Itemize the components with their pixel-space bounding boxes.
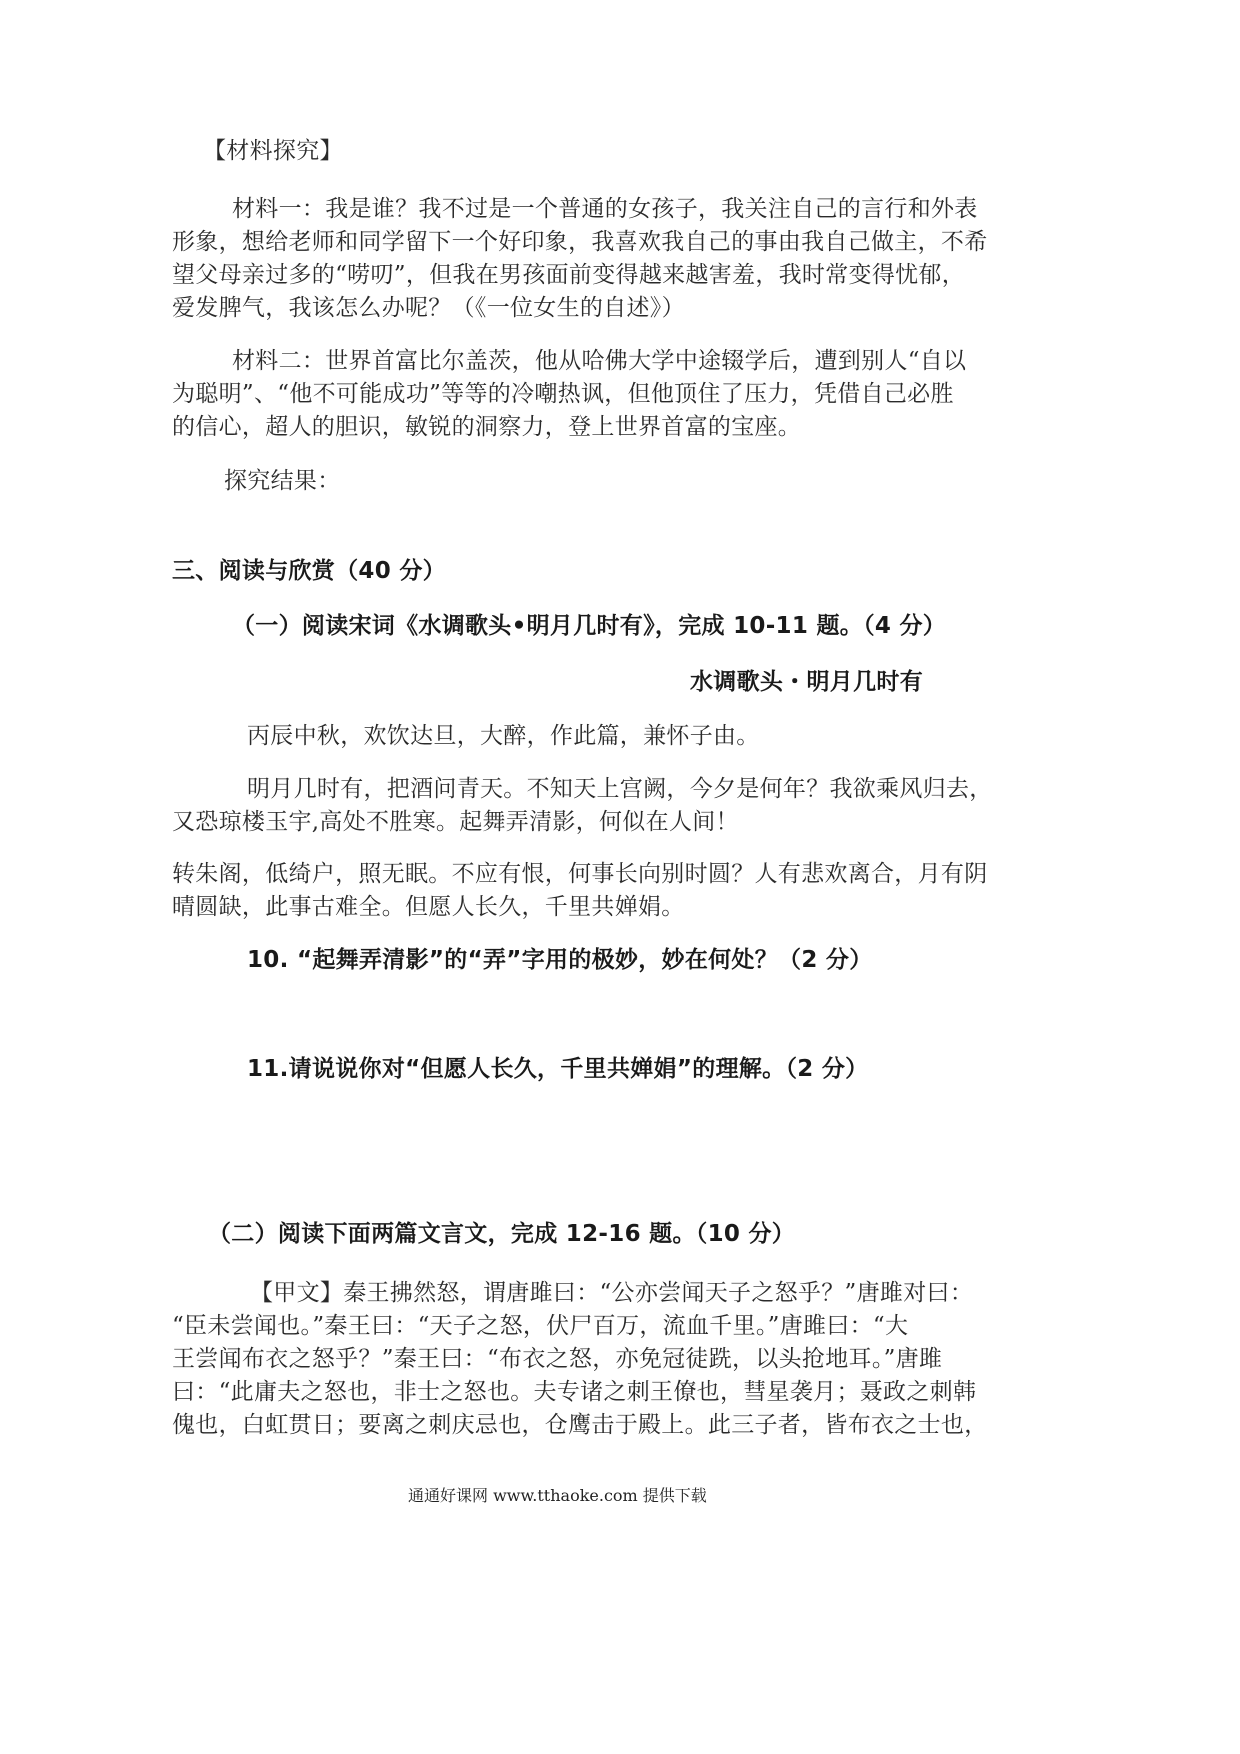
classical-text-line-2: “臣未尝闻也。”秦王曰：“天子之怒，伏尸百万，流血千里。”唐雎曰：“大	[172, 1313, 909, 1339]
part-one-heading: （一）阅读宋词《水调歌头•明月几时有》，完成 10-11 题。（4 分）	[232, 613, 947, 639]
material-heading: 【材料探究】	[203, 138, 343, 164]
section-three-heading: 三、阅读与欣赏（40 分）	[172, 558, 446, 584]
poem-preface: 丙辰中秋，欢饮达旦，大醉，作此篇，兼怀子由。	[247, 723, 760, 749]
poem-stanza-1-line-1: 明月几时有，把酒问青天。不知天上宫阙，今夕是何年？我欲乘风归去，	[247, 776, 993, 802]
question-10: 10. “起舞弄清影”的“弄”字用的极妙，妙在何处？（2 分）	[247, 947, 873, 973]
classical-text-line-4: 曰：“此庸夫之怒也，非士之怒也。夫专诸之刺王僚也，彗星袭月；聂政之刺韩	[172, 1379, 977, 1405]
material-one-line-3: 望父母亲过多的“唠叨”，但我在男孩面前变得越来越害羞，我时常变得忧郁，	[172, 262, 966, 288]
poem-title: 水调歌头・明月几时有	[690, 669, 923, 695]
part-two-heading: （二）阅读下面两篇文言文，完成 12-16 题。（10 分）	[208, 1221, 796, 1247]
material-one-line-4: 爱发脾气，我该怎么办呢？（《一位女生的自述》）	[172, 295, 685, 321]
classical-text-line-3: 王尝闻布衣之怒乎？”秦王曰：“布衣之怒，亦免冠徒跣，以头抢地耳。”唐雎	[172, 1346, 943, 1372]
result-label: 探究结果：	[224, 468, 341, 494]
material-two-line-1: 材料二：世界首富比尔盖茨，他从哈佛大学中途辍学后，遭到别人“自以	[232, 348, 967, 374]
classical-text-line-5: 傀也，白虹贯日；要离之刺庆忌也，仓鹰击于殿上。此三子者，皆布衣之士也，	[172, 1412, 988, 1438]
question-11: 11.请说说你对“但愿人长久，千里共婵娟”的理解。（2 分）	[247, 1056, 869, 1082]
material-one-line-1: 材料一：我是谁？我不过是一个普通的女孩子，我关注自己的言行和外表	[232, 196, 978, 222]
material-two-line-2: 为聪明”、“他不可能成功”等等的冷嘲热讽，但他顶住了压力，凭借自己必胜	[172, 381, 954, 407]
material-one-line-2: 形象，想给老师和同学留下一个好印象，我喜欢我自己的事由我自己做主，不希	[172, 229, 988, 255]
poem-stanza-2-line-2: 晴圆缺，此事古难全。但愿人长久，千里共婵娟。	[172, 894, 685, 920]
classical-text-line-1: 【甲文】秦王拂然怒，谓唐雎曰：“公亦尝闻天子之怒乎？”唐雎对曰：	[250, 1280, 974, 1306]
poem-stanza-1-line-2: 又恐琼楼玉宇,高处不胜寒。起舞弄清影，何似在人间！	[172, 809, 739, 835]
material-two-line-3: 的信心，超人的胆识，敏锐的洞察力，登上世界首富的宝座。	[172, 414, 802, 440]
footer-download-note: 通通好课网 www.tthaoke.com 提供下载	[408, 1486, 707, 1505]
poem-stanza-2-line-1: 转朱阁，低绮户，照无眠。不应有恨，何事长向别时圆？人有悲欢离合，月有阴	[172, 861, 988, 887]
